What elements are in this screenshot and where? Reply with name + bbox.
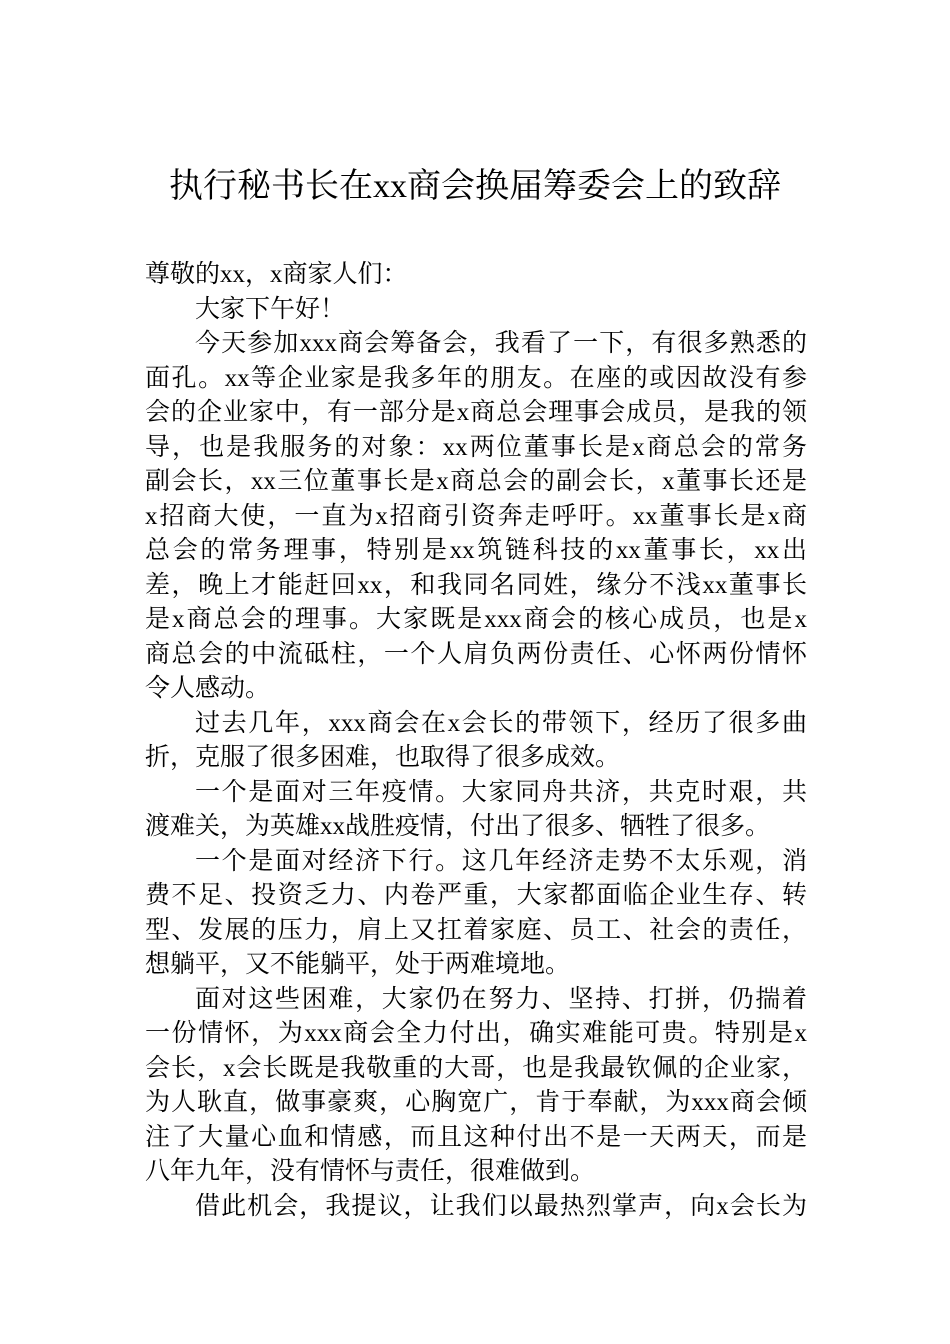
paragraph-line: 商总会的中流砥柱，一个人肩负两份责任、心怀两份情怀: [145, 640, 807, 668]
document-title: 执行秘书长在xx商会换届筹委会上的致辞: [169, 168, 781, 205]
paragraph-line: 大家下午好！: [195, 295, 346, 323]
paragraph-line: 一个是面对经济下行。这几年经济走势不太乐观，消: [195, 847, 807, 875]
paragraphs: [145, 293, 807, 1225]
paragraph: [145, 845, 807, 983]
paragraph-line: 是x商总会的理事。大家既是xxx商会的核心成员，也是x: [145, 606, 807, 633]
paragraph-line: 八年九年，没有情怀与责任，很难做到。: [145, 1158, 596, 1185]
paragraph-line: 折，克服了很多困难，也取得了很多成效。: [145, 744, 621, 771]
paragraph: [145, 707, 807, 776]
paragraph: [145, 327, 807, 707]
document-body: [145, 258, 807, 1224]
paragraph: [145, 776, 807, 845]
paragraph-line: 过去几年，xxx商会在x会长的带领下，经历了很多曲: [195, 709, 807, 737]
paragraph-line: 今天参加xxx商会筹备会，我看了一下，有很多熟悉的: [195, 330, 807, 357]
paragraph-line: 想躺平，又不能躺平，处于两难境地。: [145, 951, 571, 978]
paragraph-line: 型、发展的压力，肩上又扛着家庭、员工、社会的责任，: [145, 916, 807, 944]
paragraph-line: 总会的常务理事，特别是xx筑链科技的xx董事长，xx出: [145, 537, 807, 564]
paragraph-line: 注了大量心血和情感，而且这种付出不是一天两天，而是: [145, 1123, 807, 1151]
paragraph-line: 会的企业家中，有一部分是x商总会理事会成员，是我的领: [145, 399, 807, 426]
paragraph-line: 一个是面对三年疫情。大家同舟共济，共克时艰，共: [195, 778, 807, 806]
paragraph-line: 会长，x会长既是我敬重的大哥，也是我最钦佩的企业家，: [145, 1054, 807, 1082]
paragraph-line: 令人感动。: [145, 675, 271, 702]
paragraph-line: 导，也是我服务的对象：xx两位董事长是x商总会的常务: [145, 433, 807, 461]
paragraph-line: 渡难关，为英雄xx战胜疫情，付出了很多、牺牲了很多。: [145, 813, 771, 840]
paragraph-line: 一份情怀，为xxx商会全力付出，确实难能可贵。特别是x: [145, 1020, 807, 1047]
paragraph: [145, 1190, 807, 1225]
paragraph-line: 借此机会，我提议，让我们以最热烈掌声，向x会长为: [195, 1192, 807, 1220]
paragraph: [145, 293, 807, 328]
paragraph-line: x招商大使，一直为x招商引资奔走呼吁。xx董事长是x商: [145, 502, 807, 530]
paragraph-line: 差，晚上才能赶回xx，和我同名同姓，缘分不浅xx董事长: [145, 571, 807, 599]
paragraph: [145, 983, 807, 1190]
paragraph-line: 费不足、投资乏力、内卷严重，大家都面临企业生存、转: [145, 882, 807, 909]
paragraph-line: 为人耿直，做事豪爽，心胸宽广，肯于奉献，为xxx商会倾: [145, 1089, 807, 1116]
paragraph-line: 面孔。xx等企业家是我多年的朋友。在座的或因故没有参: [145, 364, 807, 392]
paragraph-line: 面对这些困难，大家仍在努力、坚持、打拼，仍揣着: [195, 985, 807, 1013]
salutation: 尊敬的xx，x商家人们：: [145, 261, 408, 288]
paragraph-line: 副会长，xx三位董事长是x商总会的副会长，x董事长还是: [145, 468, 807, 495]
